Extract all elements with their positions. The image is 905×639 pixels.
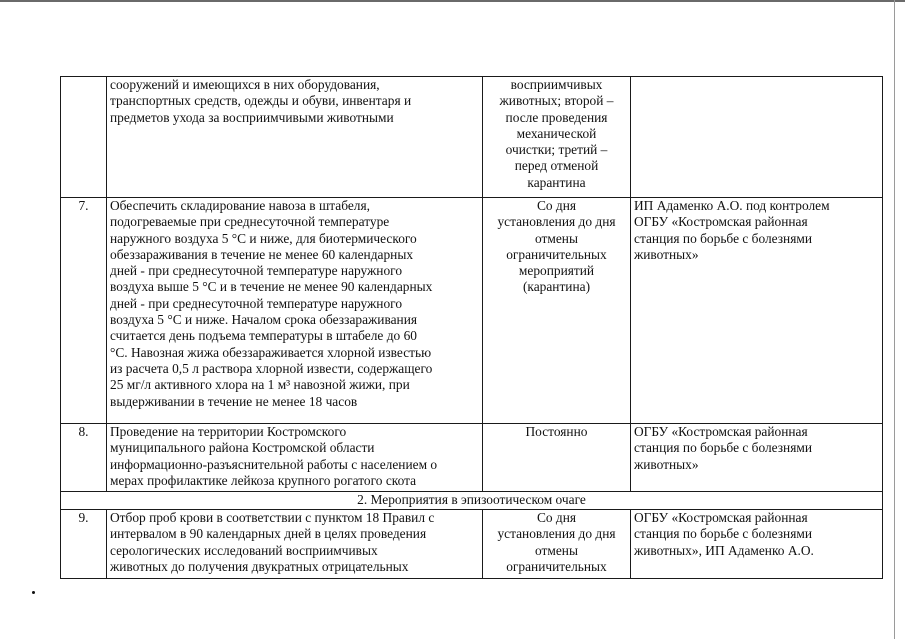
action-cell <box>107 424 483 492</box>
action-text-line: °С. Навозная жижа обеззараживается хлорной известью <box>110 344 432 360</box>
action-text-line: транспортных средств, одежды и обуви, инвентаря и <box>110 93 412 109</box>
responsible-text-line: животных» <box>634 246 699 262</box>
action-text-line: Отбор проб крови в соответствии с пунктом 18 Правил с <box>110 510 435 525</box>
action-text-line: сооружений и имеющихся в них оборудования, <box>110 77 380 92</box>
section-header-row <box>61 492 883 510</box>
action-text-line: 25 мг/л активного хлора на 1 м³ навозной жижи, при <box>110 377 410 393</box>
action-text-line: дней - при среднесуточной температуре наружного <box>110 295 403 311</box>
action-text-line: обеззараживания в течение не менее 60 календарных <box>110 246 414 262</box>
term-text-line: механической <box>516 125 597 141</box>
term-text-line: карантина <box>527 174 586 190</box>
term-text-line: (карантина) <box>522 279 591 295</box>
action-text-line: считается день подъема температуры в штабеле до 60 <box>110 328 417 344</box>
responsible-text-line: станция по борьбе с болезнями <box>634 230 813 246</box>
term-text-line: Постоянно <box>525 424 588 439</box>
scan-edge-right <box>894 0 895 639</box>
scan-edge-top <box>0 0 905 2</box>
table-row <box>61 510 883 579</box>
row-number: 7. <box>61 198 107 424</box>
action-text-line: подогреваемые при среднесуточной температуре <box>110 214 390 230</box>
action-text-line: интервалом в 90 календарных дней в целях проведения <box>110 526 427 542</box>
responsible-cell <box>631 198 883 424</box>
term-text-line: перед отменой <box>514 158 599 174</box>
action-text-line: мерах профилактике лейкоза крупного рогатого скота <box>110 472 417 488</box>
section-title: 2. Мероприятия в эпизоотическом очаге <box>61 492 883 510</box>
term-text-line: отмены <box>535 542 578 558</box>
action-text-line: дней - при среднесуточной температуре наружного <box>110 263 403 279</box>
term-cell <box>483 198 631 424</box>
term-text-line: ограничительных <box>506 558 607 574</box>
action-text-line: животных до получения двукратных отрицательных <box>110 558 409 574</box>
table-row <box>61 198 883 424</box>
term-cell <box>483 77 631 198</box>
row-number <box>61 77 107 198</box>
action-text-line: выдерживании в течение не менее 18 часов <box>110 393 358 409</box>
row-number: 8. <box>61 424 107 492</box>
action-text-line: Обеспечить складирование навоза в штабеля, <box>110 198 370 213</box>
term-text-line: ограничительных <box>506 246 607 262</box>
term-cell <box>483 424 631 492</box>
action-text-line: воздуха 5 °С и ниже. Началом срока обеззараживания <box>110 312 418 328</box>
responsible-text-line: станция по борьбе с болезнями <box>634 526 813 542</box>
action-cell <box>107 77 483 198</box>
term-text-line: установления до дня <box>497 214 616 230</box>
action-text-line: предметов ухода за восприимчивыми животными <box>110 109 394 125</box>
row-number: 9. <box>61 510 107 579</box>
term-cell <box>483 510 631 579</box>
term-text-line: Со дня <box>536 198 577 213</box>
responsible-text-line: животных» <box>634 456 699 472</box>
term-text-line: Со дня <box>536 510 577 525</box>
action-text-line: Проведение на территории Костромского <box>110 424 347 439</box>
action-text-line: наружного воздуха 5 °С и ниже, для биотермического <box>110 230 417 246</box>
scan-speck <box>32 591 35 594</box>
responsible-text-line: ОГБУ «Костромская районная <box>634 424 808 439</box>
action-text-line: серологических исследований восприимчивых <box>110 542 378 558</box>
action-text-line: воздуха выше 5 °С и в течение не менее 90 календарных <box>110 279 433 295</box>
action-text-line: муниципального района Костромской области <box>110 440 375 456</box>
responsible-cell <box>631 424 883 492</box>
action-cell <box>107 510 483 579</box>
measures-table <box>60 76 883 579</box>
action-text-line: информационно-разъяснительной работы с населением о <box>110 456 438 472</box>
responsible-text-line: животных», ИП Адаменко А.О. <box>634 542 814 558</box>
table-row <box>61 77 883 198</box>
term-text-line: отмены <box>535 230 578 246</box>
term-text-line: восприимчивых <box>510 77 603 92</box>
responsible-text-line: ОГБУ «Костромская районная <box>634 510 808 525</box>
responsible-text-line: ИП Адаменко А.О. под контролем <box>634 198 830 213</box>
responsible-text-line: ОГБУ «Костромская районная <box>634 214 808 230</box>
term-text-line: очистки; третий – <box>505 142 608 158</box>
term-text-line: мероприятий <box>518 263 595 279</box>
responsible-text-line: станция по борьбе с болезнями <box>634 440 813 456</box>
table-row <box>61 424 883 492</box>
term-text-line: животных; второй – <box>499 93 614 109</box>
action-text-line: из расчета 0,5 л раствора хлорной извести, содержащего <box>110 360 433 376</box>
responsible-cell <box>631 510 883 579</box>
term-text-line: установления до дня <box>497 526 616 542</box>
responsible-cell <box>631 77 883 198</box>
action-cell <box>107 198 483 424</box>
term-text-line: после проведения <box>505 109 608 125</box>
